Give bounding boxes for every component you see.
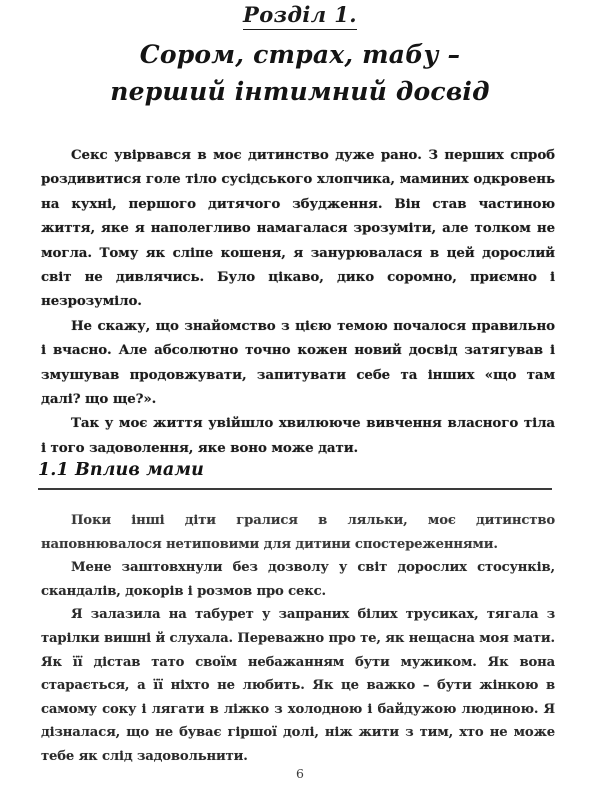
chapter-title (0, 36, 600, 110)
section-heading-1-1 (38, 459, 554, 481)
paragraph: Так у моє життя увійшло хвилююче вивчення власного тіла і того задоволення, яке воно може дати. (41, 415, 555, 456)
chapter-heading (0, 2, 600, 110)
chapter-title-line-2: перший інтимний досвід (110, 77, 490, 106)
paragraph: Не скажу, що знайомство з цією темою почалося правильно і вчасно. Але абсолютно точно кожен новий досвід затягував і змушував продовжувати, запитувати себе та інших «що там далі? що ще?». (41, 317, 555, 408)
paragraph: Я залазила на табурет у запраних білих трусиках, тягала з тарілки вишні й слухала. Переважно про те, як нещасна моя мати. Як її дістав тато своїм небажанням бути мужиком. Як вона старається, а її ніхто не любить. Як це важко – бути жінкою в самому соку і лягати в ліжко з холодною і байдужою людиною. Я дізналася, що не буває гіршої долі, ніж жити з тим, хто не може тебе як слід задовольнити. (41, 607, 555, 764)
paragraph: Поки інші діти гралися в ляльки, моє дитинство наповнювалося нетиповими для дитини спостереженнями. (41, 513, 555, 552)
chapter-label: Розділ 1. (243, 2, 357, 30)
paragraph: Секс увірвався в моє дитинство дуже рано. З перших спроб роздивитися голе тіло сусідського хлопчика, маминих одкровень на кухні, першого дитячого збудження. Він став частиною життя, яке я наполегливо намагалася зрозуміти, але толком не могла. Тому як сліпе кошеня, я занурювалася в цей дорослий світ не дивлячись. Було цікаво, дико соромно, приємно і незрозуміло. (41, 147, 555, 310)
body-text-section-1-1 (41, 509, 555, 769)
chapter-title-line-1: Сором, страх, табу – (139, 40, 461, 69)
body-text-intro (41, 143, 555, 460)
section-heading-label: 1.1 Вплив мами (38, 460, 204, 480)
section-divider-rule (38, 488, 552, 490)
paragraph: Мене заштовхнули без дозволу у світ дорослих стосунків, скандалів, докорів і розмов про секс. (41, 560, 555, 599)
page-number: 6 (296, 766, 304, 781)
